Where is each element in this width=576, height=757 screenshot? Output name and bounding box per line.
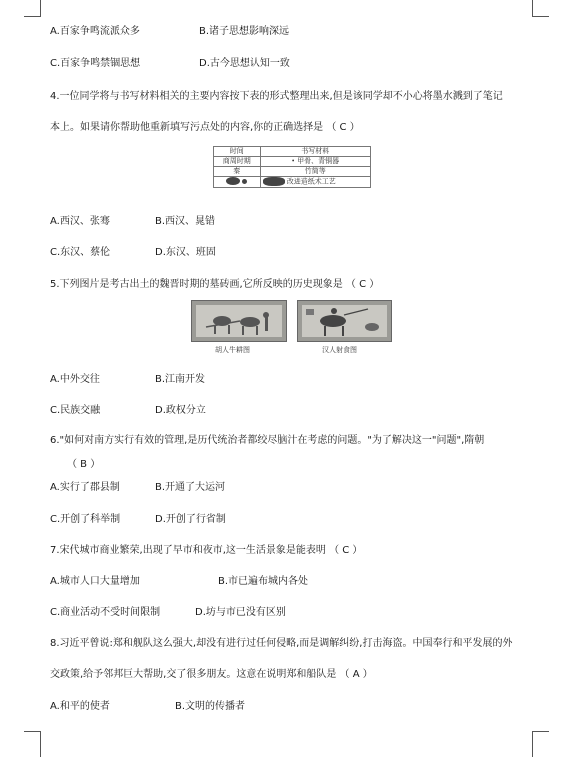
table-row [214, 167, 371, 177]
crop-mark-bottom-right-h [532, 731, 549, 732]
q4-option-b: B.西汉、晁错 [155, 216, 216, 227]
q5-stem: 5.下列图片是考古出土的魏晋时期的墓砖画,它所反映的历史现象是 （ C ） [50, 279, 380, 290]
table-cell-text: 甲骨、青铜器 [297, 157, 340, 165]
writing-materials-table [213, 146, 371, 188]
ink-blot-cell [214, 177, 261, 188]
caption-hunting: 汉人射食图 [322, 346, 357, 354]
table-header-cell: 时间 [214, 147, 261, 157]
tomb-brick-painting-hunting [297, 300, 392, 342]
q3-option-d: D.古今思想认知一致 [199, 58, 290, 69]
q7-option-a: A.城市人口大量增加 [50, 576, 140, 587]
table-row [214, 157, 371, 167]
q3-option-c: C.百家争鸣禁锢思想 [50, 58, 141, 69]
q7-option-d: D.坊与市已没有区别 [195, 607, 286, 618]
q8-stem-line2: 交政策,给予邻邦巨大帮助,交了很多朋友。这意在说明郑和船队是 （ A ） [50, 669, 373, 680]
table-cell [260, 177, 370, 188]
q7-option-b: B.市已遍布城内各处 [218, 576, 309, 587]
q7-option-c: C.商业活动不受时间限制 [50, 607, 161, 618]
crop-mark-bottom-left-h [24, 731, 41, 732]
table-header-row [214, 147, 371, 157]
crop-mark-bottom-right-v [532, 731, 533, 757]
crop-mark-top-right-v [532, 0, 533, 16]
q8-option-a: A.和平的使者 [50, 701, 110, 712]
ink-blot [226, 177, 240, 185]
ink-blot [263, 177, 285, 186]
table-cell: 商周时期 [214, 157, 261, 167]
table-header-cell: 书写材料 [260, 147, 370, 157]
table-cell: • 甲骨、青铜器 [260, 157, 370, 167]
q5-option-c: C.民族交融 [50, 405, 101, 416]
q6-option-b: B.开通了大运河 [155, 482, 226, 493]
crop-mark-top-left-h [24, 16, 41, 17]
q3-option-a: A.百家争鸣流派众多 [50, 26, 140, 37]
q5-option-b: B.江南开发 [155, 374, 206, 385]
q8-stem-line1: 8.习近平曾说:郑和舰队这么强大,却没有进行过任何侵略,而是调解纠纷,打击海盗。中国奉行和平发展的外 [50, 638, 513, 649]
table-cell: 秦 [214, 167, 261, 177]
q5-option-d: D.政权分立 [155, 405, 206, 416]
q4-stem-line1: 4.一位同学将与书写材料相关的主要内容按下表的形式整理出来,但是该同学却不小心将墨水溅到了笔记 [50, 91, 503, 102]
tomb-brick-painting-ox-plowing [191, 300, 287, 342]
q3-option-b: B.诸子思想影响深远 [199, 26, 290, 37]
q6-option-d: D.开创了行省制 [155, 514, 226, 525]
table-cell-text: 改进造纸术工艺 [286, 177, 336, 186]
table-cell: 竹简等 [260, 167, 370, 177]
q4-option-c: C.东汉、蔡伦 [50, 247, 111, 258]
q4-stem-line2: 本上。如果请你帮助他重新填写污点处的内容,你的正确选择是 （ C ） [50, 122, 360, 133]
q6-answer-bracket: （ B ） [67, 459, 101, 470]
q6-option-a: A.实行了郡县制 [50, 482, 120, 493]
q6-option-c: C.开创了科举制 [50, 514, 121, 525]
q5-option-a: A.中外交往 [50, 374, 100, 385]
ink-blot [242, 179, 247, 184]
q6-stem-line1: 6."如何对南方实行有效的管理,是历代统治者都绞尽脑汁在考虑的问题。"为了解决这一"问题",隋朝 [50, 435, 485, 446]
q4-option-d: D.东汉、班固 [155, 247, 216, 258]
caption-ox-plowing: 胡人牛耕图 [215, 346, 250, 354]
crop-mark-bottom-left-v [40, 731, 41, 757]
crop-mark-top-left-v [40, 0, 41, 16]
q4-option-a: A.西汉、张骞 [50, 216, 110, 227]
table-row [214, 177, 371, 188]
q7-stem: 7.宋代城市商业繁荣,出现了早市和夜市,这一生活景象是能表明 （ C ） [50, 545, 363, 556]
q8-option-b: B.文明的传播者 [175, 701, 246, 712]
crop-mark-top-right-h [532, 16, 549, 17]
